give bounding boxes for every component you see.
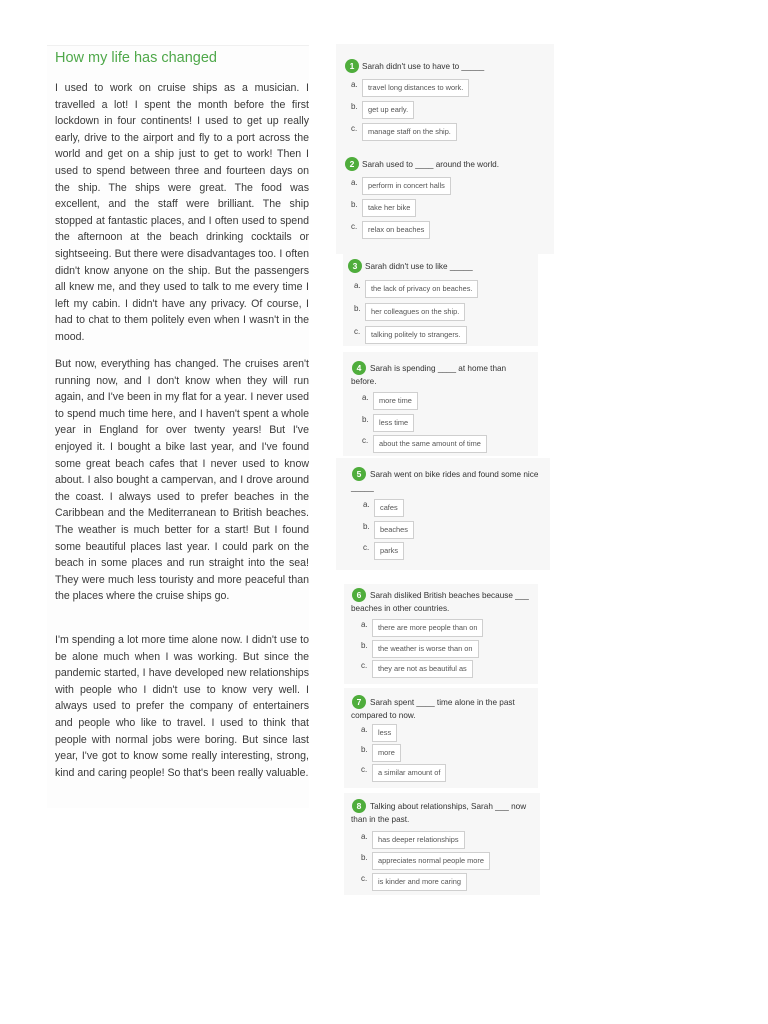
option-text[interactable]: they are not as beautiful as bbox=[372, 660, 473, 678]
article-title: How my life has changed bbox=[55, 50, 217, 66]
option-letter: b. bbox=[361, 745, 368, 754]
option-text[interactable]: talking politely to strangers. bbox=[365, 326, 467, 344]
option-text[interactable]: less bbox=[372, 724, 397, 742]
option-text[interactable]: the lack of privacy on beaches. bbox=[365, 280, 478, 298]
option-letter: b. bbox=[363, 522, 370, 531]
question-text: Sarah didn't use to have to _____ bbox=[362, 62, 485, 71]
option-text[interactable]: less time bbox=[373, 414, 414, 432]
question-number-badge: 3 bbox=[348, 259, 362, 273]
option-letter: a. bbox=[361, 620, 368, 629]
option-text[interactable]: more time bbox=[373, 392, 418, 410]
option-letter: c. bbox=[361, 874, 368, 883]
option-letter: a. bbox=[363, 500, 370, 509]
option-letter: a. bbox=[361, 725, 368, 734]
option-letter: a. bbox=[351, 178, 358, 187]
option-letter: c. bbox=[361, 765, 368, 774]
option-text[interactable]: is kinder and more caring bbox=[372, 873, 467, 891]
question-number-badge: 7 bbox=[352, 695, 366, 709]
question-number-badge: 2 bbox=[345, 157, 359, 171]
option-letter: b. bbox=[351, 200, 358, 209]
option-letter: c. bbox=[362, 436, 369, 445]
option-letter: b. bbox=[361, 641, 368, 650]
article-paragraph-3: I'm spending a lot more time alone now. I didn't use to be alone much when I was working. But since the pandemic started, I have developed new relationships with people who I didn't use to know very well. I always used to prefer the company of entertainers and people who like to travel. I used to think that people with normal jobs were boring. But since last year, I've got to know some really interesting, strong, kind and caring people! So that's been really valuable. bbox=[55, 634, 309, 779]
option-text[interactable]: the weather is worse than on bbox=[372, 640, 479, 658]
question-text: Sarah disliked British beaches because ___ beaches in other countries. bbox=[351, 591, 529, 613]
option-letter: b. bbox=[362, 415, 369, 424]
option-text[interactable]: travel long distances to work. bbox=[362, 79, 469, 97]
option-text[interactable]: manage staff on the ship. bbox=[362, 123, 457, 141]
question-number-badge: 8 bbox=[352, 799, 366, 813]
option-letter: c. bbox=[351, 222, 358, 231]
option-text[interactable]: beaches bbox=[374, 521, 414, 539]
option-text[interactable]: take her bike bbox=[362, 199, 416, 217]
option-letter: a. bbox=[361, 832, 368, 841]
option-text[interactable]: has deeper relationships bbox=[372, 831, 465, 849]
question-text: Sarah spent ____ time alone in the past compared to now. bbox=[351, 698, 515, 720]
option-text[interactable]: there are more people than on bbox=[372, 619, 483, 637]
option-text[interactable]: parks bbox=[374, 542, 404, 560]
option-letter: c. bbox=[361, 661, 368, 670]
option-letter: c. bbox=[351, 124, 358, 133]
question-number-badge: 1 bbox=[345, 59, 359, 73]
option-letter: a. bbox=[351, 80, 358, 89]
article-paragraph-1: I used to work on cruise ships as a musician. I travelled a lot! I spent the month before the first lockdown in four continents! I used to get up really early, drive to the airport and fly to a port across the world and get on a ship just to get to work! Then I used to spend between three and fourteen days on the ship. The ships were great. The food was excellent, and the staff were brilliant. The ship stopped at fantastic places, and I often used to spend the afternoon at the beach drinking cocktails or sightseeing. But there were disadvantages too. I often didn't know anyone on the ship. But the passengers all knew me, and they used to talk to me every time I left my cabin. I didn't have any privacy. Of course, I had to chat to them politely even when I wasn't in the mood. bbox=[55, 82, 309, 343]
question-text: Sarah went on bike rides and found some nice _____ bbox=[351, 470, 539, 492]
article-paragraph-2: But now, everything has changed. The cruises aren't running now, and I don't know when they will run again, and I've been in my flat for a year. I never used to spend much time here, and I haven't spent a whole year in England for over twenty years! But I've enjoyed it. I bought a bike last year, and I've found some great beach cafes that I never used to know about. I also bought a campervan, and I drove around the coast. I always used to prefer beaches in the Caribbean and the Mediterranean to British beaches. The weather is much better for a start! But I found some beautiful places last year. I could park on the beach in some places and run straight into the sea! They were much less touristy and more peaceful than the places where the cruise ships go. bbox=[55, 358, 309, 603]
question-number-badge: 5 bbox=[352, 467, 366, 481]
option-letter: b. bbox=[354, 304, 361, 313]
question-number-badge: 4 bbox=[352, 361, 366, 375]
option-letter: c. bbox=[363, 543, 370, 552]
question-text: Sarah used to ____ around the world. bbox=[362, 160, 500, 169]
option-text[interactable]: perform in concert halls bbox=[362, 177, 451, 195]
option-text[interactable]: relax on beaches bbox=[362, 221, 430, 239]
option-text[interactable]: a similar amount of bbox=[372, 764, 446, 782]
reading-article bbox=[47, 45, 309, 808]
option-letter: a. bbox=[354, 281, 361, 290]
option-letter: c. bbox=[354, 327, 361, 336]
question-number-badge: 6 bbox=[352, 588, 366, 602]
option-text[interactable]: get up early. bbox=[362, 101, 414, 119]
option-text[interactable]: her colleagues on the ship. bbox=[365, 303, 465, 321]
question-text: Sarah is spending ____ at home than before. bbox=[351, 364, 507, 386]
option-text[interactable]: cafes bbox=[374, 499, 404, 517]
option-letter: b. bbox=[361, 853, 368, 862]
option-text[interactable]: about the same amount of time bbox=[373, 435, 487, 453]
option-letter: a. bbox=[362, 393, 369, 402]
option-text[interactable]: appreciates normal people more bbox=[372, 852, 490, 870]
question-text: Talking about relationships, Sarah ___ now than in the past. bbox=[351, 802, 527, 824]
option-text[interactable]: more bbox=[372, 744, 401, 762]
question-text: Sarah didn't use to like _____ bbox=[365, 262, 473, 271]
option-letter: b. bbox=[351, 102, 358, 111]
